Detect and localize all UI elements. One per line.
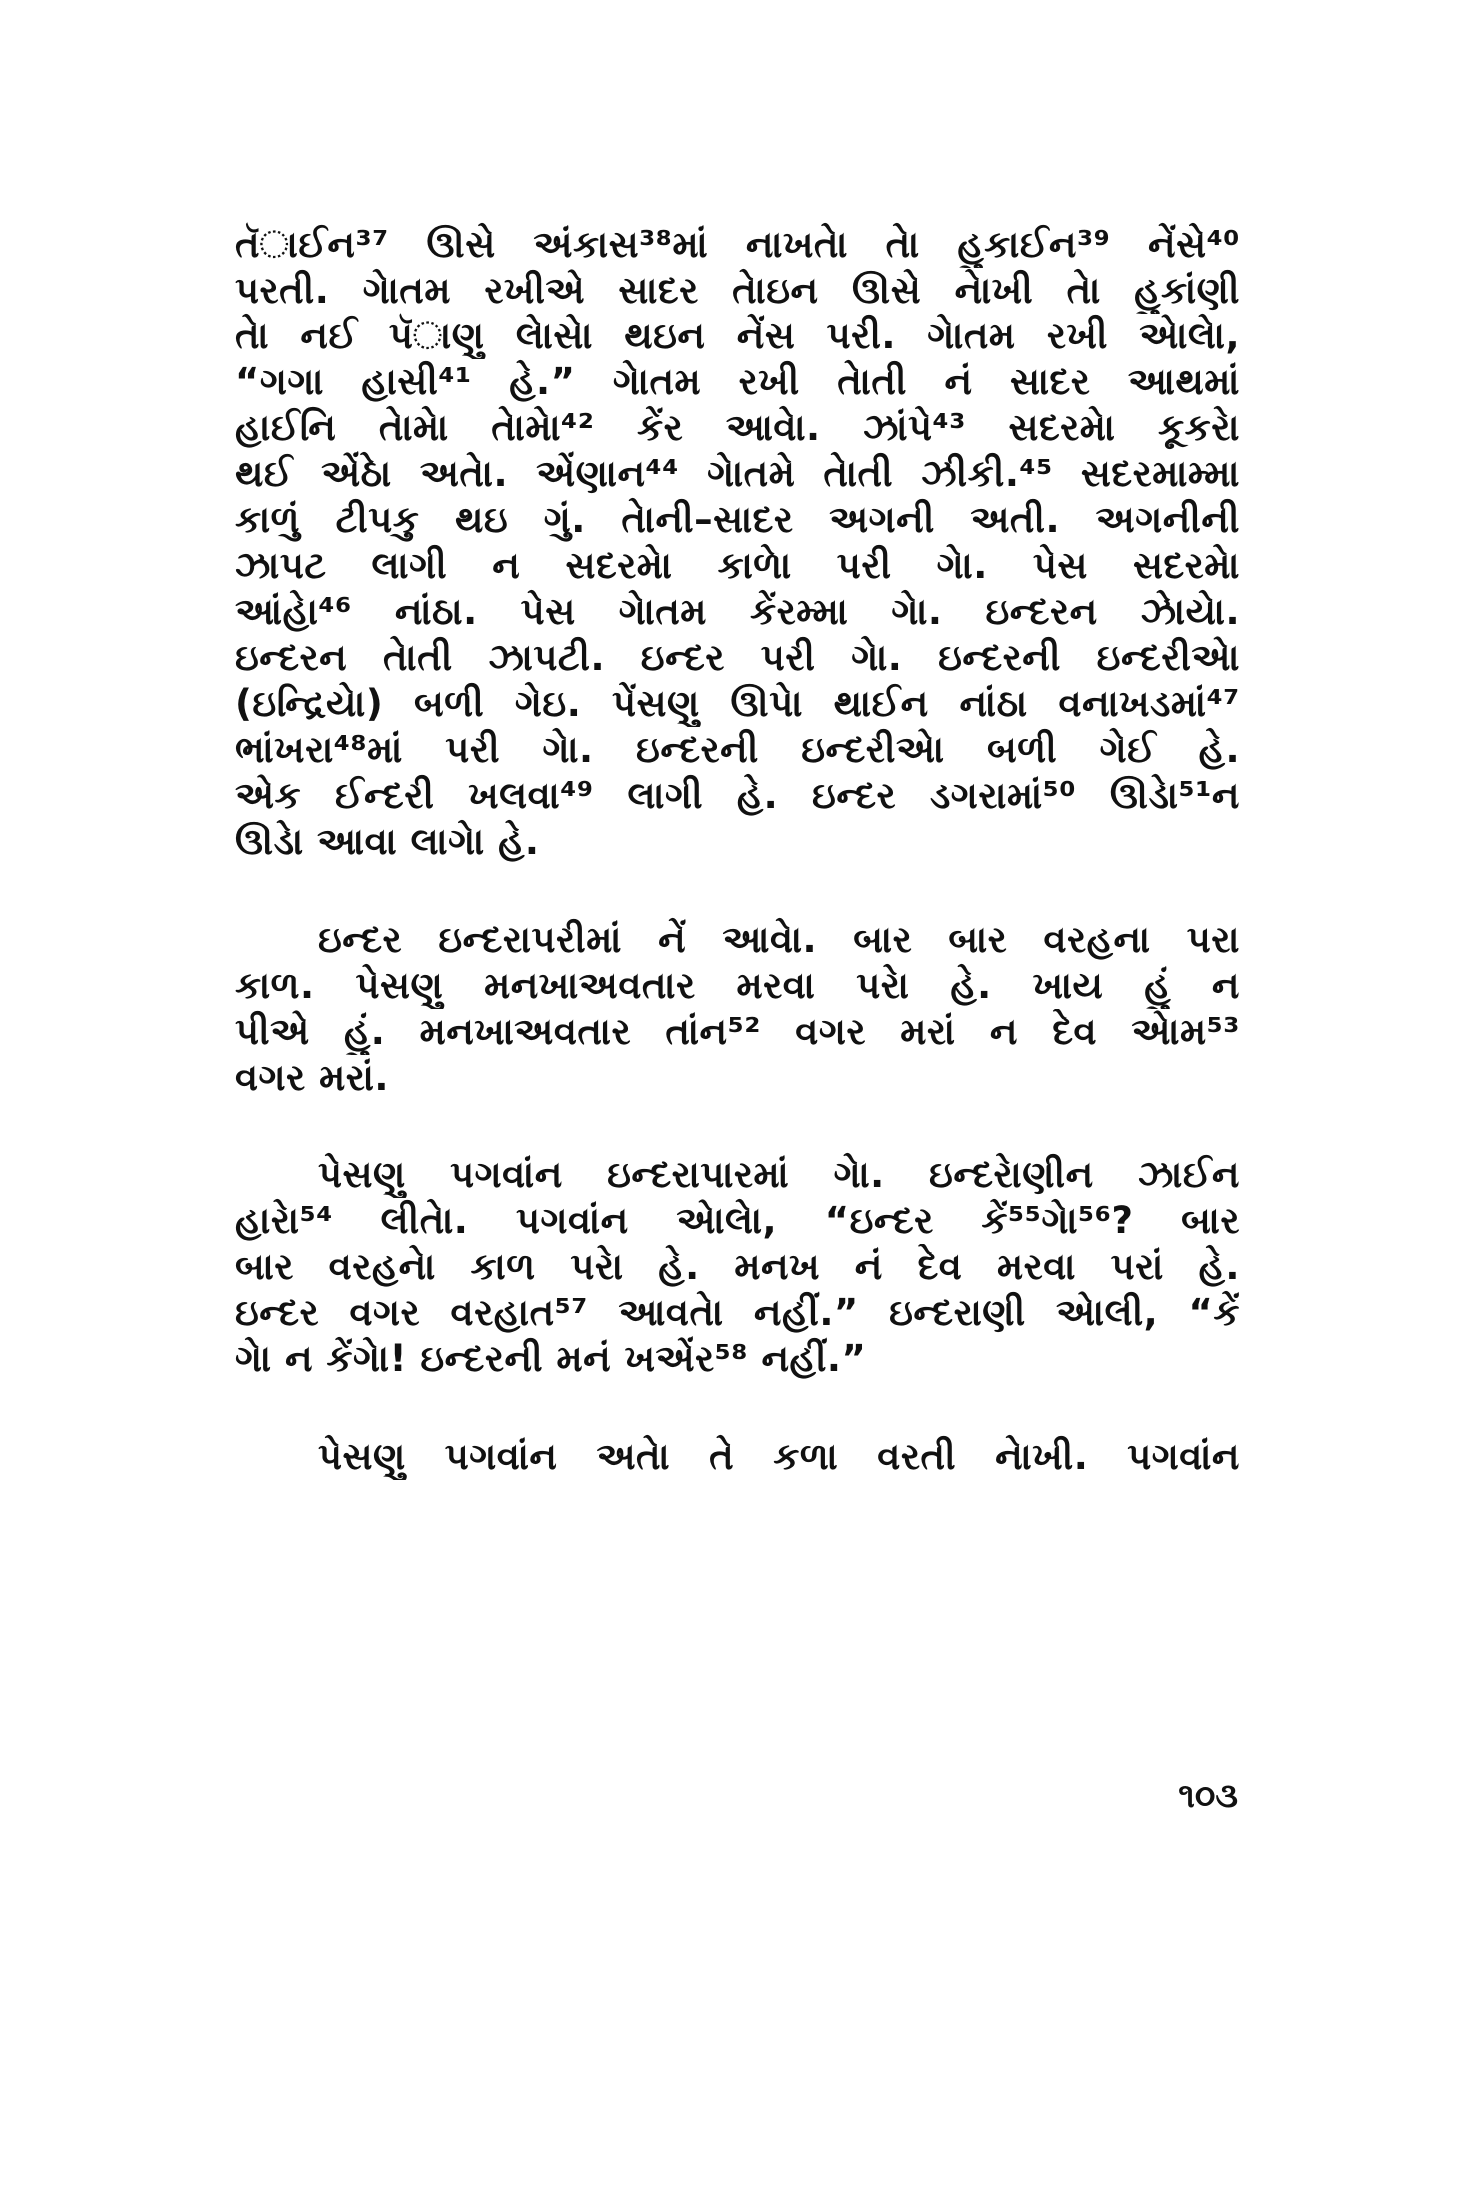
- text-line: હાઈનિ તેામેા તેામેા⁴² કેંર આવેા. ઝાંપે⁴³ સદરમેા કૂકરેા: [235, 406, 1240, 449]
- text-line: એક ઈન્દરી ખલવા⁴⁹ લાગી હે. ઇન્દર ડગરામાં⁵⁰ ઊડેા⁵¹ન: [235, 774, 1240, 817]
- text-line: હારેા⁵⁴ લીતેા. પગવાંન એાલેા, “ઇન્દર કેં⁵⁵ગેા⁵⁶? બાર: [235, 1199, 1240, 1242]
- text-line: પેસણુ પગવાંન અતેા તે કળા વરતી નેાખી. પગવાંન: [318, 1435, 1240, 1478]
- text-line: ગેા ન કેંગેા! ઇન્દરની મનં ખએંર⁵⁸ નહીં.”: [235, 1337, 867, 1380]
- page-number: ૧૦૩: [1178, 1776, 1238, 1816]
- text-line: પીએ હું. મનખાઅવતાર તાંન⁵² વગર મરાં ન દેવ એામ⁵³: [235, 1010, 1240, 1053]
- text-line: “ગગા હાસી⁴¹ હે.” ગેાતમ રખી તેાતી નં સાદર આથમાં: [235, 360, 1240, 403]
- text-line: આંહેા⁴⁶ નાંઠા. પેસ ગેાતમ કેંરમ્મા ગેા. ઇન્દરન ઝાેયેા.: [235, 590, 1240, 633]
- text-line: ઊડેા આવા લાગેા હે.: [235, 820, 540, 863]
- text-line: કાળું ટીપકુ થઇ ગું. તેાની–સાદર અગની અતી. અગનીની: [235, 498, 1240, 541]
- text-line: કાળ. પેસણુ મનખાઅવતાર મરવા પરેા હે. ખાય હું ન: [235, 964, 1240, 1007]
- text-line: ઝાપટ લાગી ન સદરમેા કાળેા પરી ગેા. પેસ સદરમેા: [235, 544, 1240, 587]
- text-line: ઇન્દર ઇન્દરાપરીમાં નેં આવેા. બાર બાર વરહના પરા: [318, 918, 1240, 961]
- text-line: ઇન્દર વગર વરહાત⁵⁷ આવતેા નહીં.” ઇન્દરાણી એાલી, “કેં: [235, 1291, 1240, 1334]
- text-line: તૅાઈન³⁷ ઊસે અંકાસ³⁸માં નાખતેા તેા હુકાઈન³⁹ નેંસે⁴⁰: [235, 223, 1240, 266]
- text-line: તેા નઈ પૅાણુ લેાસેા થઇન નેંસ પરી. ગેાતમ રખી એાલેા,: [235, 314, 1240, 357]
- text-line: ઇન્દરન તેાતી ઝાપટી. ઇન્દર પરી ગેા. ઇન્દરની ઇન્દરીએા: [235, 636, 1240, 679]
- text-line: બાર વરહનેા કાળ પરેા હે. મનખ નં દેવ મરવા પરાં હે.: [235, 1245, 1240, 1288]
- text-line: (ઇન્દ્રિયેા) બળી ગેઇ. પેંસણુ ઊપેા થાઈન નાંઠા વનાખડમાં⁴⁷: [235, 682, 1240, 725]
- text-line: વગર મરાં.: [235, 1056, 389, 1099]
- text-line: પેસણુ પગવાંન ઇન્દરાપારમાં ગેા. ઇન્દરાેણીન ઝાઈન: [318, 1153, 1240, 1196]
- text-line: થઈ એંઠેા અતેા. એંણાન⁴⁴ ગેાતમે તેાતી ઝીકી.⁴⁵ સદરમામ્મા: [235, 452, 1240, 495]
- text-line: પરતી. ગેાતમ રખીએ સાદર તેાઇન ઊસે નેાખી તેા હુકાંણી: [235, 269, 1240, 312]
- text-line: ભાંખરા⁴⁸માં પરી ગેા. ઇન્દરની ઇન્દરીએા બળી ગેઈ હે.: [235, 728, 1240, 771]
